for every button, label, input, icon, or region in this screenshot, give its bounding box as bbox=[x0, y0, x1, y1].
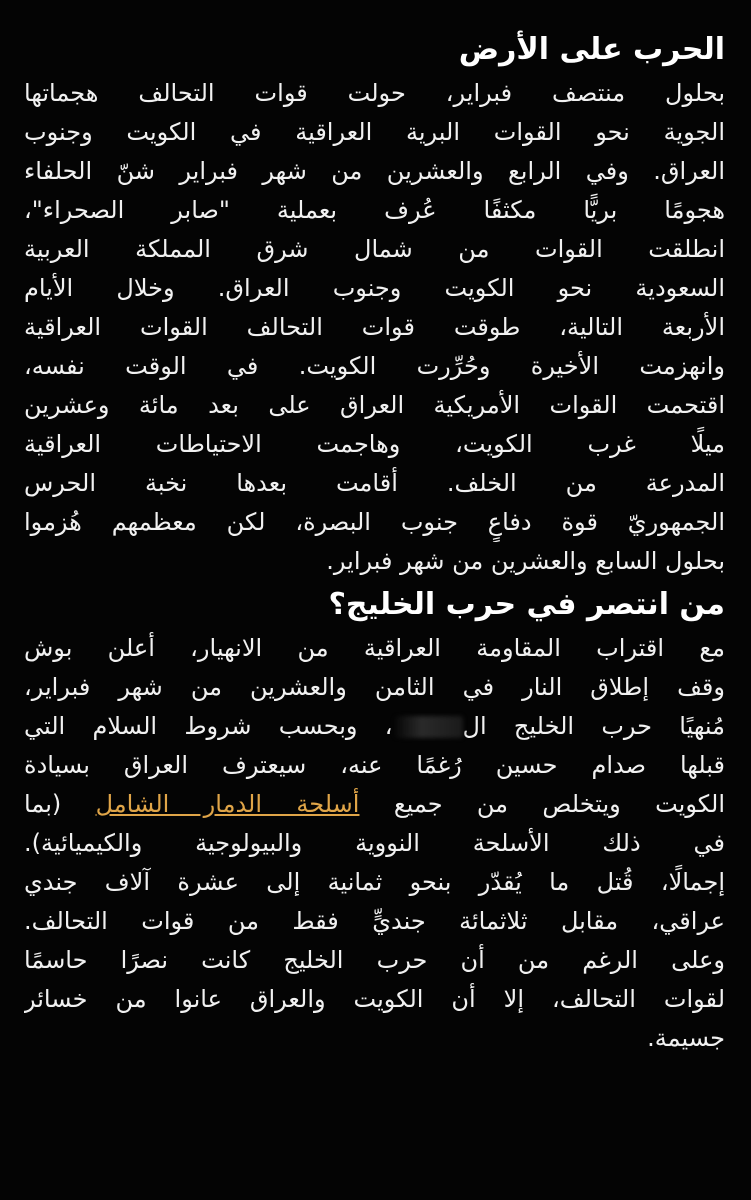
who-won-paragraph bbox=[24, 629, 725, 1058]
paragraph-line: هجومًا بريًّا مكثفًا عُرف بعملية "صابر الصحراء"، bbox=[24, 196, 725, 224]
paragraph-line: مع اقتراب المقاومة العراقية من الانهيار، أعلن بوش bbox=[24, 634, 725, 662]
paragraph-line: وانهزمت الأخيرة وحُرِّرت الكويت. في الوقت نفسه، bbox=[24, 352, 725, 380]
paragraph-line: السعودية نحو الكويت وجنوب العراق. وخلال الأيام bbox=[24, 274, 725, 302]
paragraph-line: قبلها صدام حسين رُغمًا عنه، سيعترف العراق بسيادة bbox=[24, 751, 725, 779]
paragraph-line: بحلول منتصف فبراير، حولت قوات التحالف هجماتها bbox=[24, 79, 725, 107]
line-text: ، وبحسب شروط السلام التي bbox=[24, 712, 393, 740]
paragraph-line bbox=[24, 785, 725, 824]
paragraph-line: لقوات التحالف، إلا أن الكويت والعراق عانوا من خسائر bbox=[24, 985, 725, 1013]
paragraph-line: بحلول السابع والعشرين من شهر فبراير. bbox=[326, 547, 725, 575]
paragraph-line: وقف إطلاق النار في الثامن والعشرين من شهر فبراير، bbox=[24, 673, 725, 701]
paragraph-line: العراق. وفي الرابع والعشرين من شهر فبراير شنّ الحلفاء bbox=[24, 157, 725, 185]
paragraph-line: ميلًا غرب الكويت، وهاجمت الاحتياطات العراقية bbox=[24, 430, 725, 458]
paragraph-line: اقتحمت القوات الأمريكية العراق على بعد مائة وعشرين bbox=[24, 391, 725, 419]
line-text: الكويت ويتخلص من جميع bbox=[359, 790, 725, 818]
paragraph-line: جسيمة. bbox=[647, 1024, 725, 1052]
paragraph-line: انطلقت القوات من شمال شرق المملكة العربية bbox=[24, 235, 725, 263]
section-heading-who-won: من انتصر في حرب الخليج؟ bbox=[328, 587, 725, 622]
paragraph-line: وعلى الرغم من أن حرب الخليج كانت نصرًا حاسمًا bbox=[24, 946, 725, 974]
line-text: مُنهيًا حرب الخليج ال bbox=[462, 712, 725, 740]
paragraph-line bbox=[24, 707, 725, 746]
paragraph-line: الجمهوريّ قوة دفاعٍ جنوب البصرة، لكن معظمهم هُزموا bbox=[24, 508, 725, 536]
paragraph-line: في ذلك الأسلحة النووية والبيولوجية والكيميائية). bbox=[24, 829, 725, 857]
paragraph-line: المدرعة من الخلف. أقامت بعدها نخبة الحرس bbox=[24, 469, 725, 497]
paragraph-line: عراقي، مقابل ثلاثمائة جنديٍّ فقط من قوات التحالف. bbox=[24, 907, 725, 935]
redacted-word bbox=[393, 716, 463, 738]
ground-war-paragraph bbox=[24, 74, 725, 581]
paragraph-line: الجوية نحو القوات البرية العراقية في الكويت وجنوب bbox=[24, 118, 725, 146]
line-text: (بما bbox=[24, 790, 96, 818]
paragraph-line: الأربعة التالية، طوقت قوات التحالف القوات العراقية bbox=[24, 313, 725, 341]
paragraph-line: إجمالًا، قُتل ما يُقدّر بنحو ثمانية إلى عشرة آلاف جندي bbox=[24, 868, 725, 896]
wmd-link[interactable]: أسلحة الدمار الشامل bbox=[95, 790, 360, 818]
section-heading-ground-war: الحرب على الأرض bbox=[458, 32, 725, 67]
